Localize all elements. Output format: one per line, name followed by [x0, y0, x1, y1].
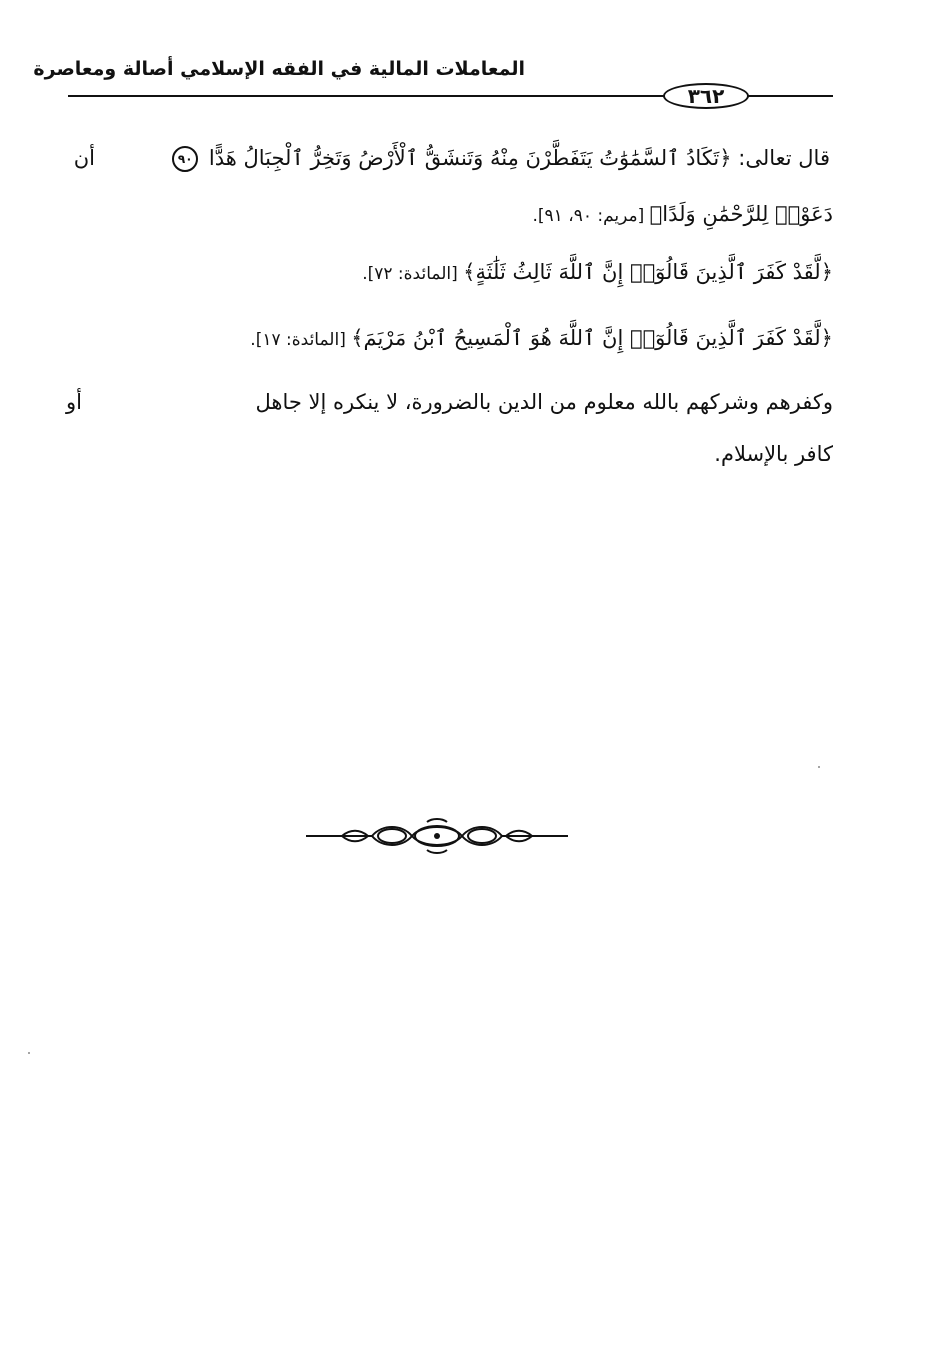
quran-verse-maryam-90: ﴿تَكَادُ ٱلسَّمَٰوَٰتُ يَتَفَطَّرْنَ مِنْهُ وَتَنشَقُّ ٱلْأَرْضُ وَتَخِرُّ ٱلْجِبَالُ هَدًّا	[208, 146, 732, 170]
quran-verse-maryam-91: دَعَوْا۟ لِلرَّحْمَٰنِ وَلَدًا﴾	[649, 202, 833, 226]
body-line-3	[362, 252, 833, 294]
body-line-5: وكفرهم وشركهم بالله معلوم من الدين بالضرورة، لا ينكره إلا جاهل	[255, 390, 833, 414]
running-header-title: المعاملات المالية في الفقه الإسلامي أصالة ومعاصرة	[33, 58, 525, 80]
scan-speck	[818, 766, 820, 768]
body-line-5-trail: أو	[66, 390, 82, 414]
scan-speck	[28, 1052, 30, 1054]
body-line-2	[532, 194, 833, 236]
verse-reference: [مريم: ٩٠، ٩١].	[532, 206, 650, 226]
page-number: ٣٦٢	[663, 83, 749, 109]
end-of-section-ornament	[302, 816, 572, 856]
intro-text: قال تعالى:	[731, 146, 830, 170]
quran-verse-maidah-17: ﴿لَّقَدْ كَفَرَ ٱلَّذِينَ قَالُوٓا۟ إِنَّ ٱللَّهَ هُوَ ٱلْمَسِيحُ ٱبْنُ مَرْيَمَ﴾	[351, 326, 833, 350]
body-line-1	[168, 138, 830, 178]
ayah-number-marker: ٩٠	[172, 146, 198, 172]
quran-verse-maidah-72: ﴿لَّقَدْ كَفَرَ ٱلَّذِينَ قَالُوٓا۟ إِنَّ ٱللَّهَ ثَالِثُ ثَلَٰثَةٍ﴾	[463, 260, 833, 284]
body-line-1-trail: أن	[73, 146, 95, 170]
verse-reference: [المائدة: ١٧].	[250, 330, 352, 350]
body-line-6: كافر بالإسلام.	[714, 442, 833, 466]
body-line-4	[250, 318, 833, 360]
verse-reference: [المائدة: ٧٢].	[362, 264, 464, 284]
